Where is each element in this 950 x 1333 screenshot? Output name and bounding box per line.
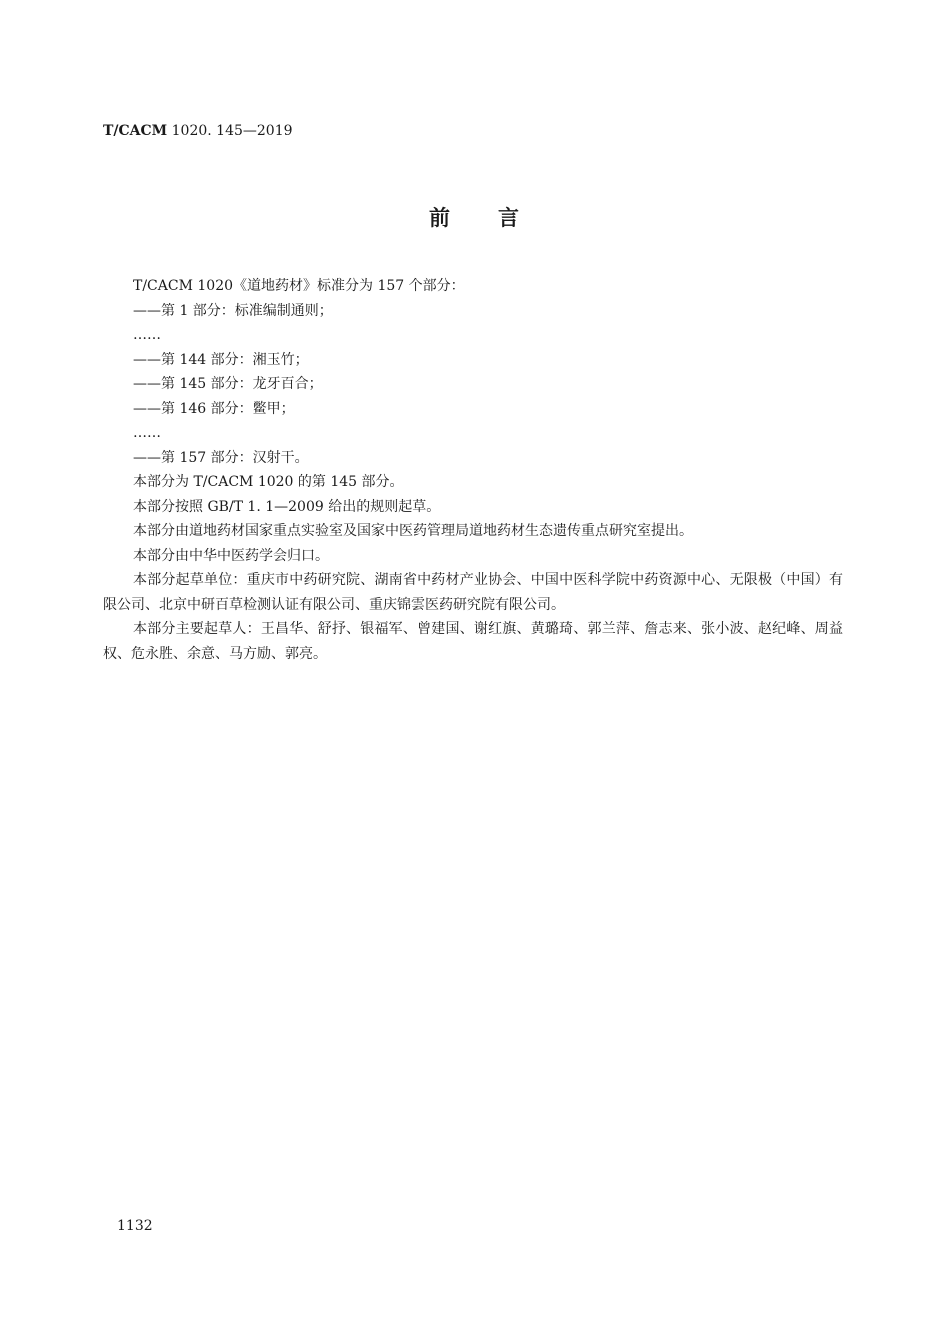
foreword-body (103, 274, 843, 666)
intro-line: T/CACM 1020《道地药材》标准分为 157 个部分： (133, 278, 465, 294)
drafters-paragraph: 本部分主要起草人：王昌华、舒抒、银福军、曾建国、谢红旗、黄璐琦、郭兰萍、詹志来、张小波、赵纪峰、周益权、危永胜、余意、马方励、郭亮。 (103, 621, 843, 662)
statement-line: 本部分为 T/CACM 1020 的第 145 部分。 (133, 474, 404, 490)
part-list-ellipsis: …… (133, 425, 161, 441)
part-list-item: ——第 145 部分：龙牙百合； (133, 376, 323, 392)
statement-line: 本部分由中华中医药学会归口。 (133, 547, 329, 564)
page-number: 1132 (117, 1218, 153, 1234)
part-list-ellipsis: …… (133, 327, 161, 343)
part-list-item: ——第 146 部分：鳖甲； (133, 400, 295, 417)
title-char-2: 言 (498, 206, 521, 230)
standard-code-number: 1020. 145—2019 (167, 123, 293, 139)
part-list-item: ——第 144 部分：湘玉竹； (133, 351, 309, 368)
part-list-item: ——第 1 部分：标准编制通则； (133, 302, 333, 319)
title-char-1: 前 (429, 206, 452, 230)
statement-line: 本部分按照 GB/T 1. 1—2009 给出的规则起草。 (133, 498, 441, 515)
statement-line: 本部分由道地药材国家重点实验室及国家中医药管理局道地药材生态遗传重点研究室提出。 (133, 523, 693, 539)
drafting-units-paragraph: 本部分起草单位：重庆市中药研究院、湖南省中药材产业协会、中国中医科学院中药资源中心、无限极（中国）有限公司、北京中研百草检测认证有限公司、重庆锦雲医药研究院有限公司。 (103, 572, 843, 613)
standard-code-prefix: T/CACM (103, 123, 168, 139)
part-list-item: ——第 157 部分：汉射干。 (133, 449, 309, 466)
page-title (0, 203, 950, 233)
standard-code-header (103, 121, 293, 141)
